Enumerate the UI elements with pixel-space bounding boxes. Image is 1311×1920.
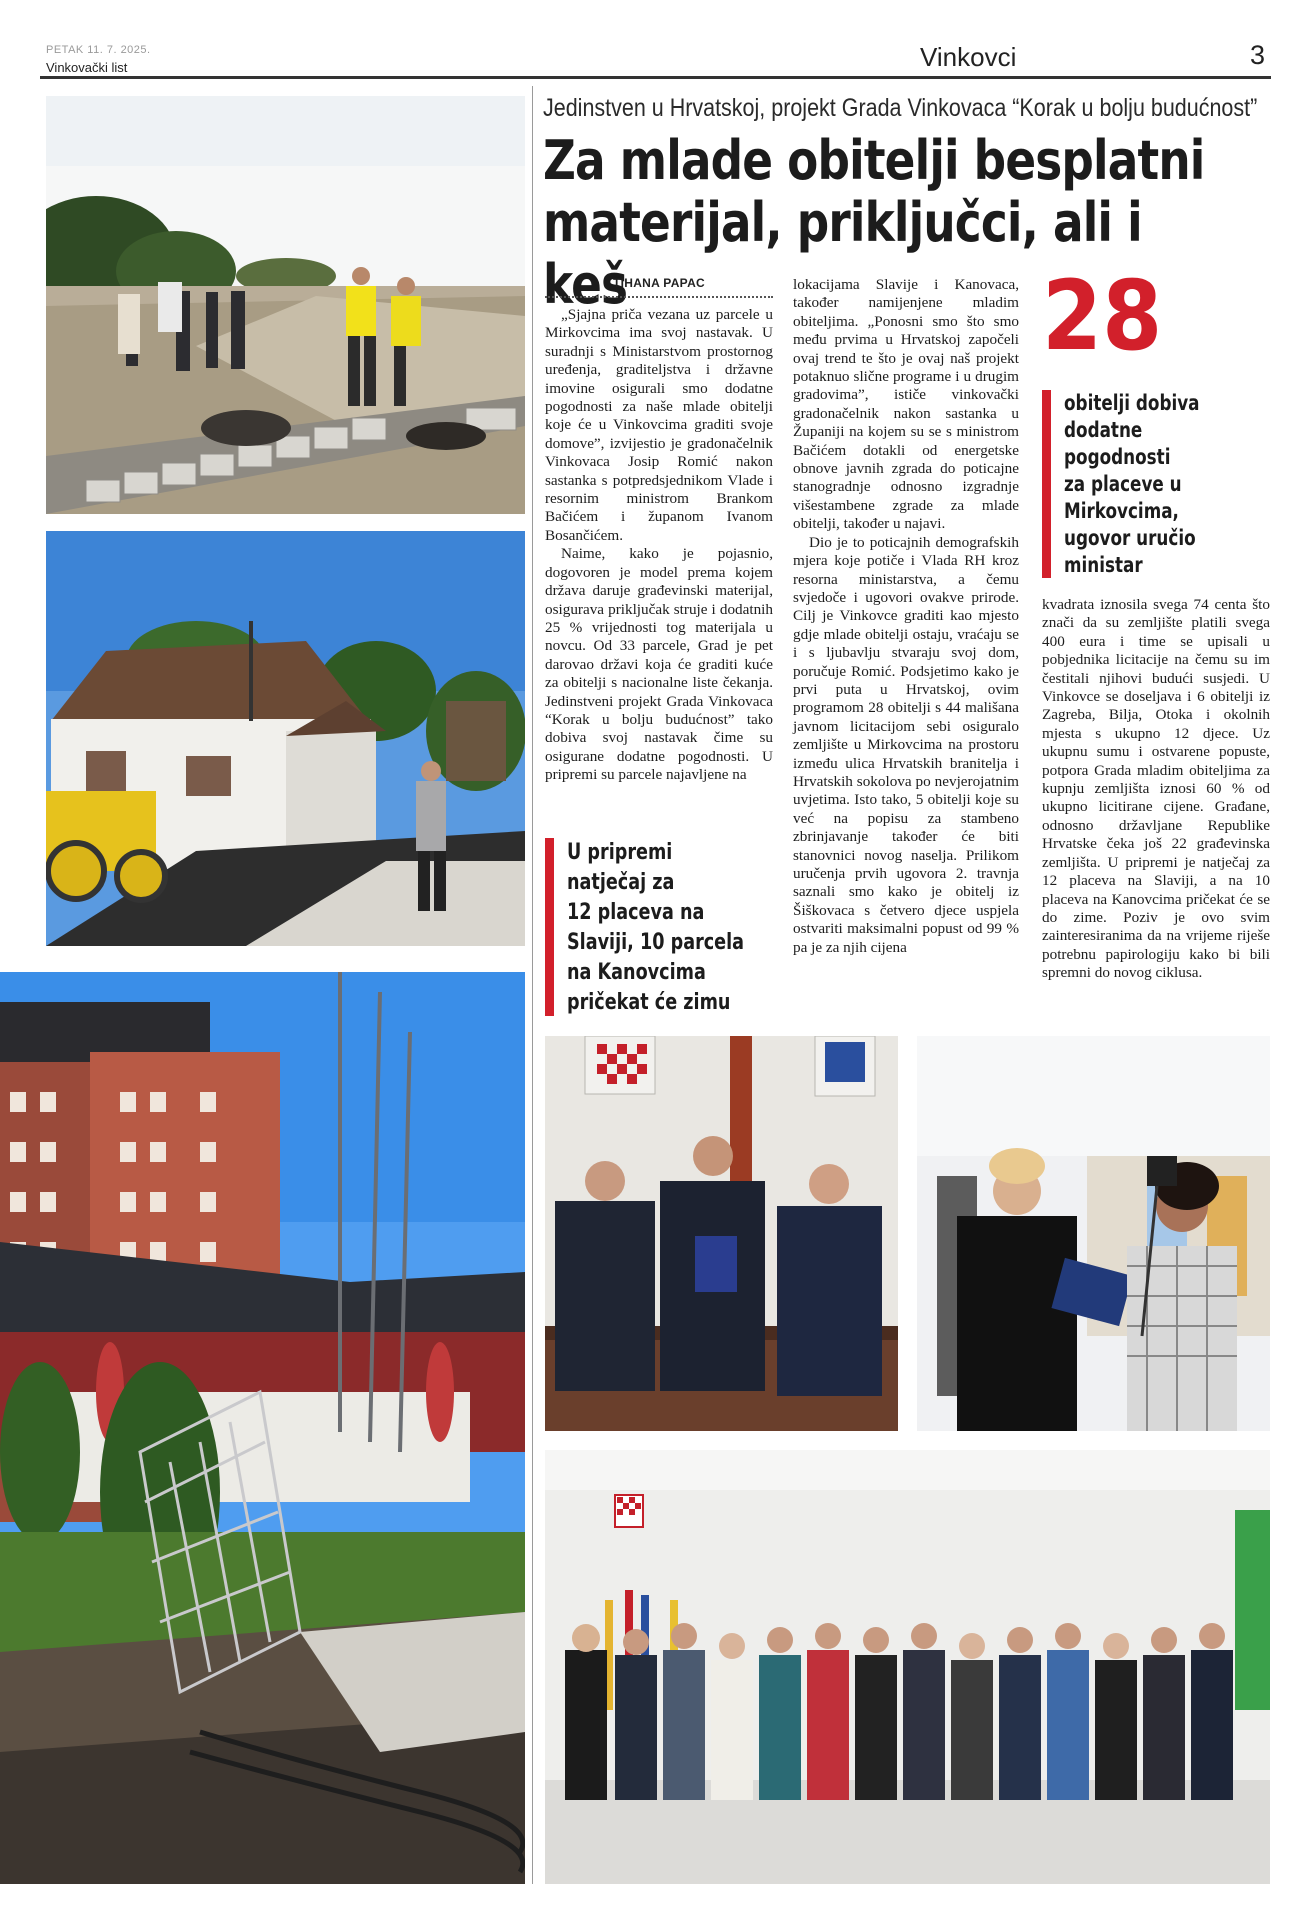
stat-caption-line: ugovor uručio	[1064, 526, 1196, 550]
stat-caption-line: za placeve u	[1064, 472, 1182, 496]
photo-contract-handover	[917, 1036, 1270, 1431]
stat-accent-bar	[1042, 390, 1051, 578]
paragraph: Dio je to poticajnih demografskih mjera koje potiče i Vlada RH kroz resorna ministarstva, a čemu svjedoče i ugovori ovakve prirode. Cilj je Vinkovce graditi kao mjesto gdje mlade obitelji ostaju, vraćaju se i s ljubavlju stvaraju svoj dom, poručuje Romić. Podsjetimo kako je prvi puta u Hrvatskoj, ovim programom 28 obitelji s 44 mališana javnom licitacijom sebi osiguralo zemljište u Mirkovcima na prostoru između ulica Hrvatskih branitelja i Hrvatskih sokolova po nevjerojatnim uvjetima. Isto tako, 5 obitelji koje su već na popisu za stambeno zbrinjavanje također će biti stanovnici novog naselja. Prilikom uručenja prvih ugovora 2. travnja saznali smo kako je obitelj iz Šiškovaca s četvero djece uspjela ostvariti maksimalni popust od 99 % pa je za njih cijena	[793, 533, 1019, 956]
article-column-3	[1042, 596, 1270, 983]
photo-officials-contract	[545, 1036, 898, 1431]
photo-hotel-site	[0, 972, 525, 1884]
stat-caption-text	[1064, 390, 1200, 579]
pull-quote-line: Slaviji, 10 parcela	[567, 930, 745, 955]
pull-quote-accent-bar	[545, 838, 554, 1016]
paragraph: Naime, kako je pojasnio, dogovoren je model prema kojem država daruje građevinski materijal, osigurava priključak struje i dodatnih 25 % vrijednosti tog materijala u novcu. Od 33 parcele, Grad je pet darovao državi koja će graditi kuće za obitelji s nacionalne liste čekanja. Jedinstveni projekt Grada Vinkovaca “Korak u bolju budućnost” tako dobiva svoj nastavak čime su osigurane dodatne pogodnosti. U pripremi su parcele najavljene na	[545, 545, 773, 784]
paragraph: lokacijama Slavije i Kanovaca, također namijenjene mladim obiteljima. „Ponosni smo što smo među prvima u Hrvatskoj započeli ovaj trend te što je ovaj naš projekt potaknuo slične programe i u drugim gradovima”, ističe vinkovački gradonačelnik nakon sastanka u Županiji na kojem su se s ministrom Bačićem dotakli od energetske obnove javnih zgrada do poticajne stanogradnje odnosno izgradnje višestambene zgrade za mlade obitelji, također u najavi.	[793, 276, 1019, 533]
pull-quote	[545, 838, 773, 1018]
section-title: Vinkovci	[920, 42, 1017, 72]
article-column-2	[793, 276, 1019, 957]
pull-quote-line: 12 placeva na	[567, 900, 705, 925]
publication-name: Vinkovački list	[46, 60, 128, 75]
byline: TIHANA PAPAC	[612, 276, 706, 290]
article-column-1	[545, 306, 773, 785]
stat-caption-line: pogodnosti	[1064, 445, 1171, 469]
headline-line-2: materijal, priključci, ali i keš	[543, 191, 1142, 316]
header-rule	[40, 76, 1271, 79]
page-number: 3	[1250, 40, 1266, 70]
photo-group-families	[545, 1450, 1270, 1884]
pull-quote-line: U pripremi	[567, 840, 673, 865]
pull-quote-line: na Kanovcima	[567, 960, 706, 985]
column-divider	[532, 86, 533, 1884]
stat-caption-line: obitelji dobiva	[1064, 391, 1200, 415]
paragraph: „Sjajna priča vezana uz parcele u Mirkovcima ima svoj nastavak. U suradnji s Ministarstvom prostornog uređenja, graditeljstva i državne imovine osigurali smo dodatne pogodnosti za naše mlade obitelji koje će u Vinkovcima graditi svoje domove”, izvijestio je gradonačelnik Vinkovaca Josip Romić nakon sastanka s potpredsjednikom Vlade i resornim ministrom Brankom Bačićem i županom Ivanom Bosančićem.	[545, 306, 773, 544]
stat-number: 28	[1042, 260, 1163, 372]
pull-quote-text	[567, 838, 744, 1018]
byline-rule	[545, 296, 773, 298]
photo-construction-site	[46, 96, 525, 514]
paragraph: kvadrata iznosila svega 74 centa što znači da su zemljište platili svega 400 eura i time se upisali u pobjednika licitacije na čemu su im čestitali njihovi budući susjedi. U Vinkovce se doseljava i 6 obitelji iz Zagreba, Bilja, Otoka i okolnih mjesta s ukupno 12 djece. Uz ukupnu sumu i ostvarene popuste, potpora Grada mladim obiteljima za kupnju zemljišta iznosi 60 % od ukupno licitirane cijene. Građane, odnosno državljane Republike Hrvatske čeka još 22 građevinska zemljišta. U pripremi je natječaj za 12 placeva na Slaviji, a na 10 placeva na Kanovcima pričekat će se do zime. Poziv je ovo svim zainteresiranima da na vrijeme riješe potrebnu papirologiju kako bi bili spremni do novog ciklusa.	[1042, 596, 1270, 982]
stat-caption-line: ministar	[1064, 553, 1143, 577]
headline-kicker: Jedinstven u Hrvatskoj, projekt Grada Vinkovaca “Korak u bolju budućnost”	[543, 94, 1258, 122]
stat-caption-line: Mirkovcima,	[1064, 499, 1179, 523]
issue-date: PETAK 11. 7. 2025.	[46, 44, 151, 56]
headline-line-1: Za mlade obitelji besplatni	[543, 129, 1205, 192]
pull-quote-line: natječaj za	[567, 870, 675, 895]
pull-quote-line: pričekat će zimu	[567, 990, 731, 1015]
stat-caption-line: dodatne	[1064, 418, 1143, 442]
photo-road-paving	[46, 531, 525, 946]
stat-caption	[1042, 390, 1270, 580]
